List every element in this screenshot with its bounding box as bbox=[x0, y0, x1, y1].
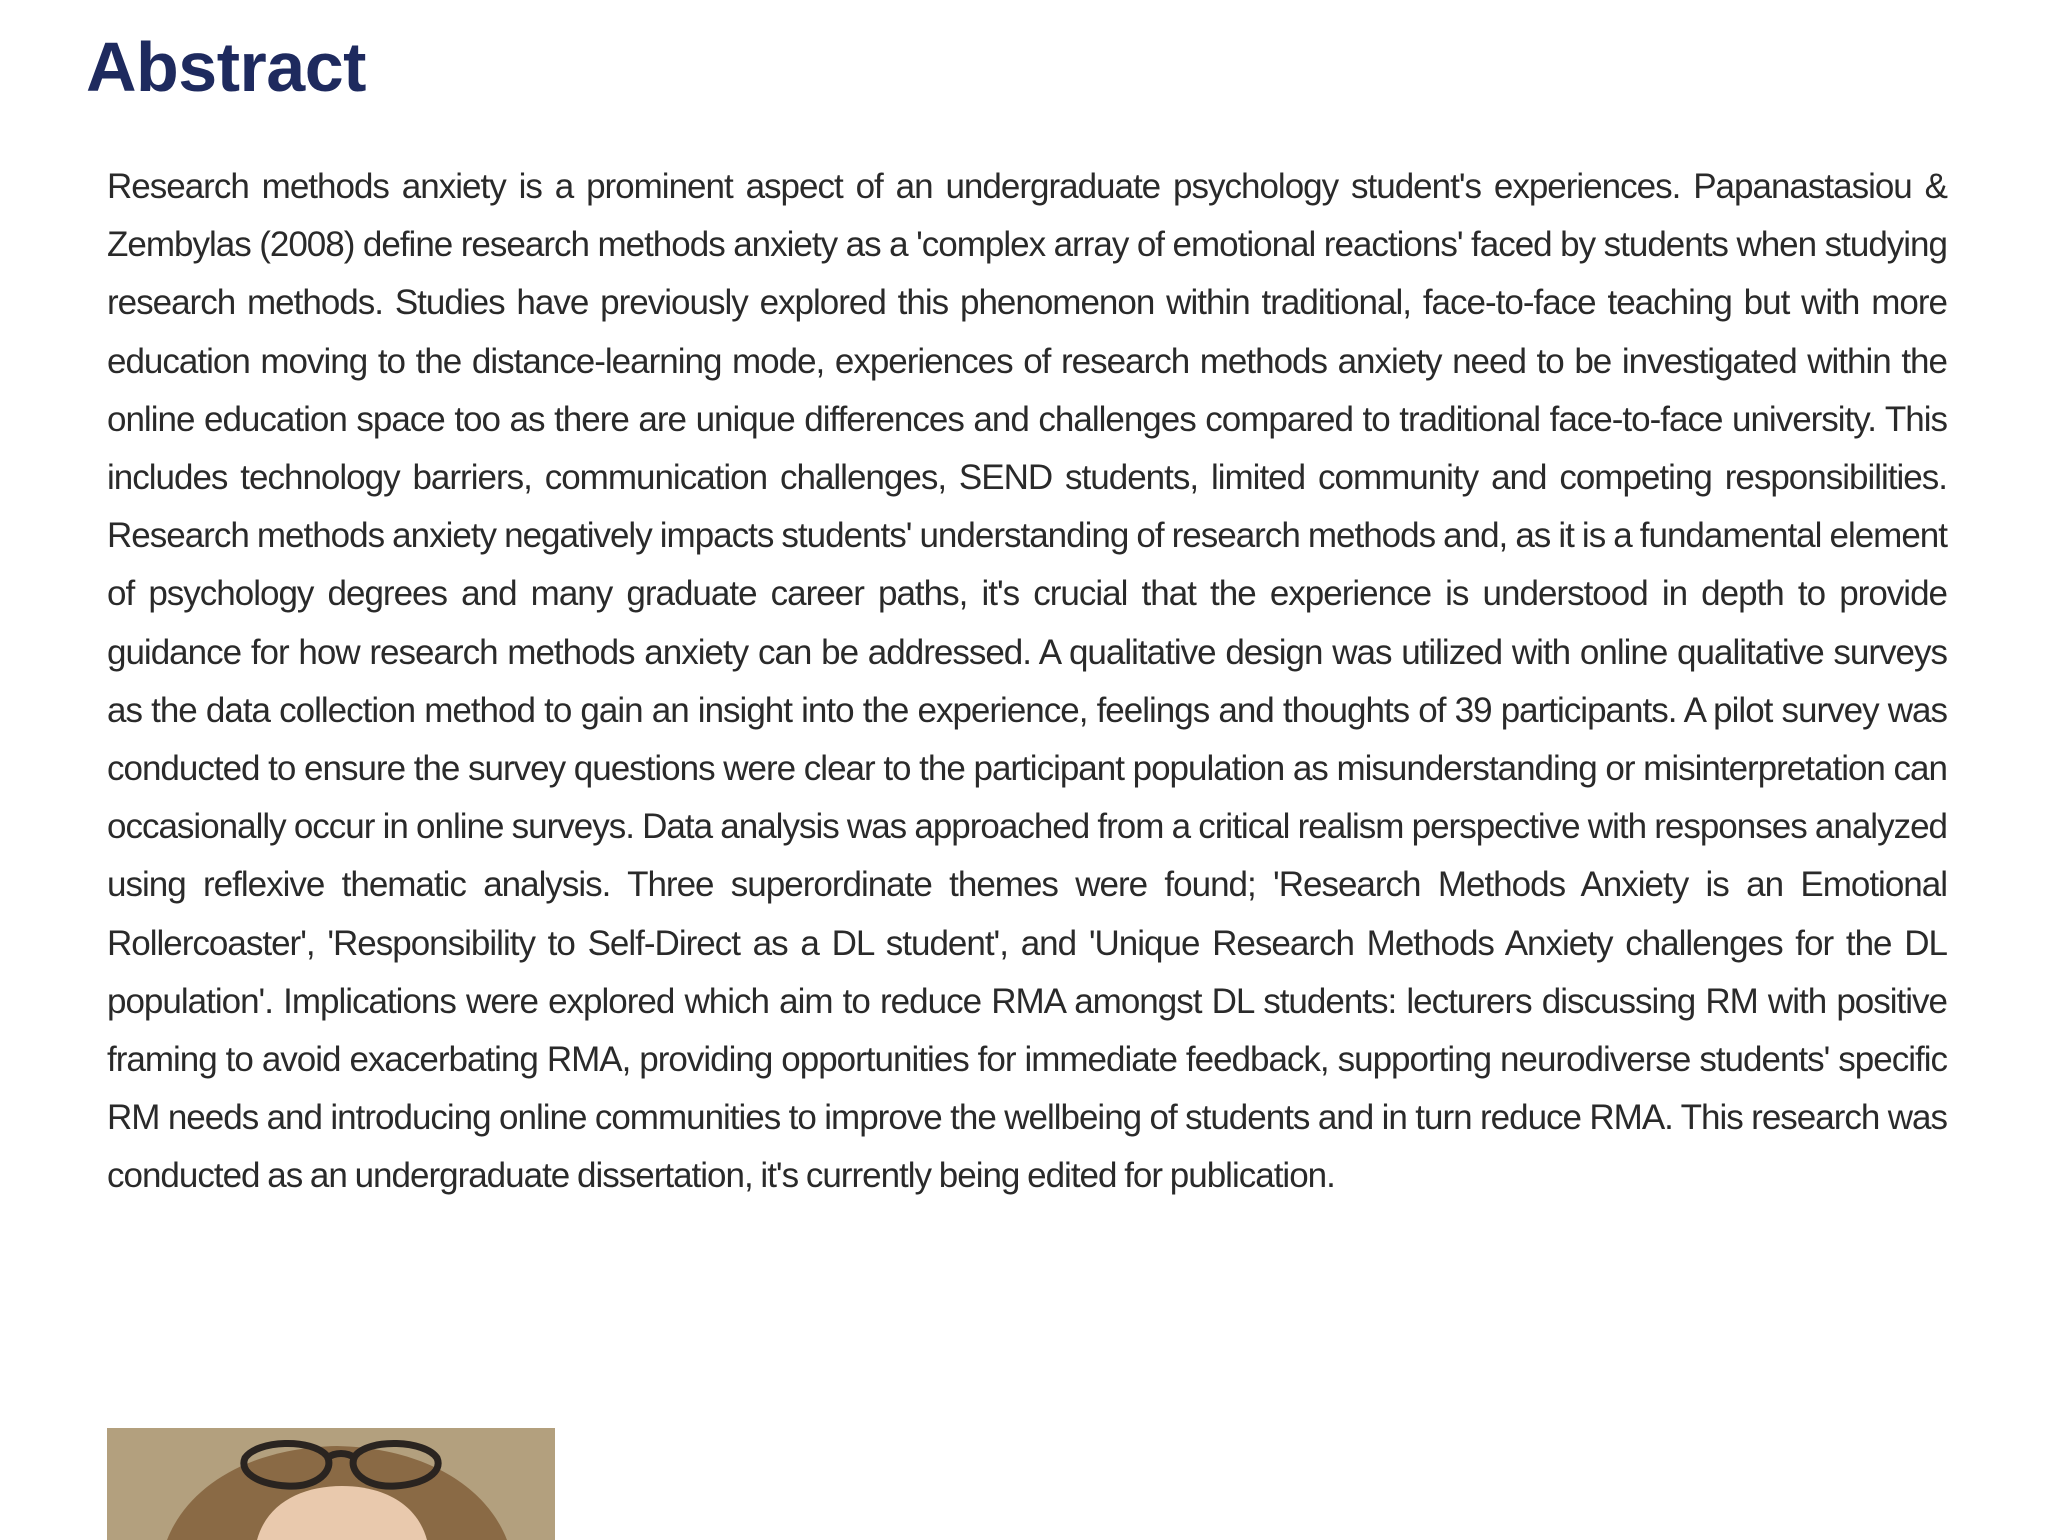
author-photo bbox=[107, 1428, 555, 1540]
abstract-heading: Abstract bbox=[86, 28, 366, 106]
abstract-body: Research methods anxiety is a prominent aspect of an undergraduate psychology student's experiences. Papanastasiou & Zembylas (2008) define research methods anxiety as a 'complex array of emotional reactions' faced by students when studying research methods. Studies have previously explored this phenomenon within traditional, face-to-face teaching but with more education moving to the distance-learning mode, experiences of research methods anxiety need to be investigated within the online education space too as there are unique differences and challenges compared to traditional face-to-face university. This includes technology barriers, communication challenges, SEND students, limited community and competing responsibilities. Research methods anxiety negatively impacts students' understanding of research methods and, as it is a fundamental element of psychology degrees and many graduate career paths, it's crucial that the experience is understood in depth to provide guidance for how research methods anxiety can be addressed. A qualitative design was utilized with online qualitative surveys as the data collection method to gain an insight into the experience, feelings and thoughts of 39 participants. A pilot survey was conducted to ensure the survey questions were clear to the participant population as misunderstanding or misinterpretation can occasionally occur in online surveys. Data analysis was approached from a critical realism perspective with responses analyzed using reflexive thematic analysis. Three superordinate themes were found; 'Research Methods Anxiety is an Emotional Rollercoaster', 'Responsibility to Self-Direct as a DL student', and 'Unique Research Methods Anxiety challenges for the DL population'. Implications were explored which aim to reduce RMA amongst DL students: lecturers discussing RM with positive framing to avoid exacerbating RMA, providing opportunities for immediate feedback, supporting neurodiverse students' specific RM needs and introducing online communities to improve the wellbeing of students and in turn reduce RMA. This research was conducted as an undergraduate dissertation, it's currently being edited for publication. bbox=[107, 167, 1947, 1196]
